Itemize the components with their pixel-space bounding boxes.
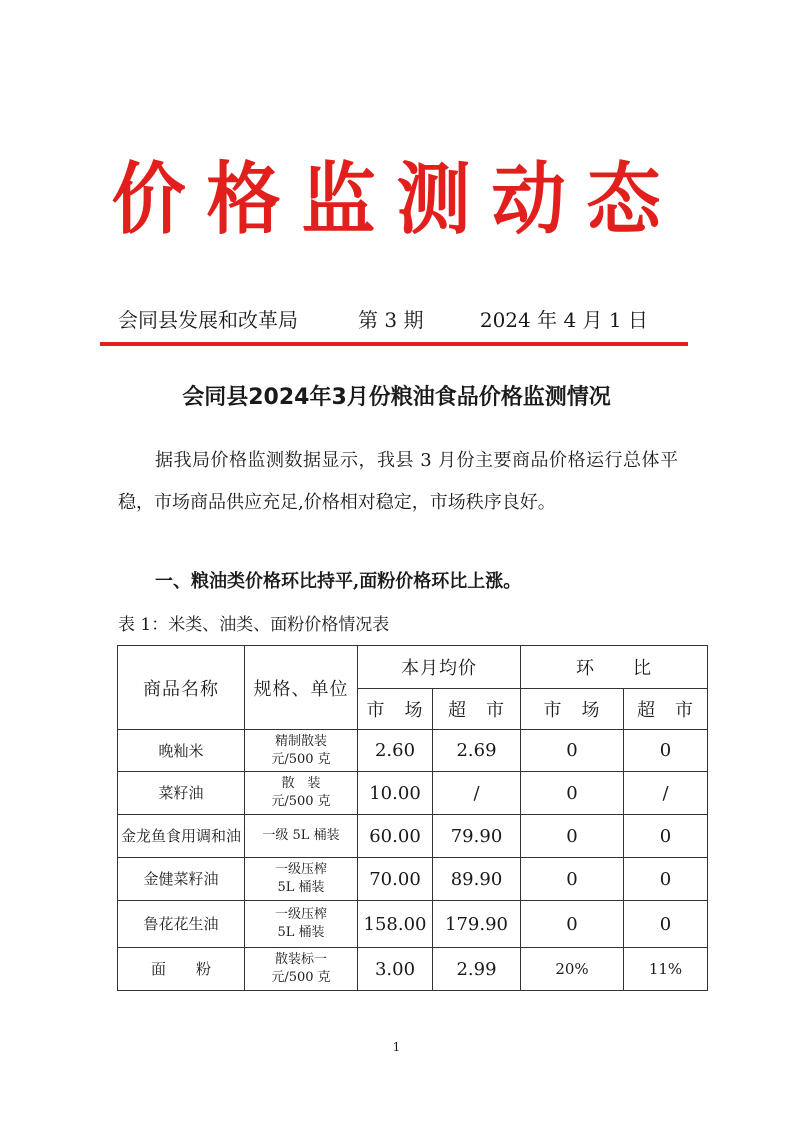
market-price: 70.00 — [358, 858, 433, 901]
super-price: 2.69 — [433, 730, 521, 772]
product-name: 金健菜籽油 — [118, 858, 245, 901]
issue-number: 第 3 期 — [358, 308, 424, 332]
super-price: 89.90 — [433, 858, 521, 901]
super-price: 2.99 — [433, 948, 521, 991]
market-mom: 0 — [521, 858, 624, 901]
table-row — [118, 815, 708, 858]
product-name: 鲁花花生油 — [118, 901, 245, 948]
market-mom: 0 — [521, 730, 624, 772]
market-price: 60.00 — [358, 815, 433, 858]
market-mom: 0 — [521, 772, 624, 815]
issue-date: 2024 年 4 月 1 日 — [479, 308, 648, 332]
masthead-title: 价格监测动态 — [111, 154, 682, 245]
super-mom: 11% — [624, 948, 708, 991]
spec-line: 元/500 克 — [271, 751, 331, 767]
spec-line: 5L 桶装 — [277, 925, 325, 940]
market-price: 158.00 — [358, 901, 433, 948]
product-spec — [245, 772, 358, 815]
header-super-price: 超 市 — [433, 689, 521, 730]
super-mom: 0 — [624, 730, 708, 772]
super-mom: 0 — [624, 858, 708, 901]
market-price: 10.00 — [358, 772, 433, 815]
market-price: 2.60 — [358, 730, 433, 772]
product-spec — [245, 901, 358, 948]
price-table — [117, 645, 708, 991]
market-mom: 0 — [521, 901, 624, 948]
table-caption: 表 1：米类、油类、面粉价格情况表 — [118, 615, 390, 635]
spec-line: 元/500 克 — [271, 970, 331, 985]
spec-line: 精制散装 — [274, 733, 327, 749]
super-mom: 0 — [624, 815, 708, 858]
section-heading: 一、粮油类价格环比持平,面粉价格环比上涨。 — [155, 571, 522, 592]
spec-line: 元/500 克 — [271, 794, 331, 809]
market-mom: 20% — [521, 948, 624, 991]
product-spec — [245, 948, 358, 991]
spec-line: 一级压榨 — [274, 862, 327, 877]
super-mom: / — [624, 772, 708, 815]
super-price: 179.90 — [433, 901, 521, 948]
issuing-office: 会同县发展和改革局 — [118, 308, 298, 332]
document-title: 会同县2024年3月份粮油食品价格监测情况 — [182, 385, 611, 410]
super-mom: 0 — [624, 901, 708, 948]
super-price: 79.90 — [433, 815, 521, 858]
spec-line: 一级压榨 — [274, 907, 327, 922]
table-row — [118, 858, 708, 901]
market-mom: 0 — [521, 815, 624, 858]
product-name: 菜籽油 — [118, 772, 245, 815]
market-price: 3.00 — [358, 948, 433, 991]
header-avg-price: 本月均价 — [358, 646, 521, 689]
product-spec — [245, 730, 358, 772]
header-mom: 环 比 — [521, 646, 708, 689]
table-row — [118, 772, 708, 815]
header-spec: 规格、单位 — [245, 646, 358, 730]
spec-line: 散装标一 — [274, 952, 327, 967]
intro-paragraph: 据我局价格监测数据显示，我县 3 月份主要商品价格运行总体平稳，市场商品供应充足,价格相对稳定，市场秩序良好。 — [118, 450, 678, 513]
product-spec — [245, 815, 358, 858]
header-name: 商品名称 — [118, 646, 245, 730]
product-name: 面 粉 — [118, 948, 245, 991]
table-row — [118, 901, 708, 948]
header-market-mom: 市 场 — [521, 689, 624, 730]
spec-line: 散 装 — [281, 776, 321, 791]
page-number: 1 — [392, 1040, 401, 1054]
table-row — [118, 948, 708, 991]
product-spec — [245, 858, 358, 901]
red-divider — [100, 342, 688, 346]
spec-line: 5L 桶装 — [277, 880, 325, 895]
issue-line — [118, 305, 688, 335]
product-name: 金龙鱼食用调和油 — [118, 815, 245, 858]
header-super-mom: 超 市 — [624, 689, 708, 730]
header-market-price: 市 场 — [358, 689, 433, 730]
super-price: / — [433, 772, 521, 815]
spec-line: 一级 5L 桶装 — [262, 828, 340, 843]
product-name: 晚籼米 — [118, 730, 245, 772]
table-row — [118, 730, 708, 772]
